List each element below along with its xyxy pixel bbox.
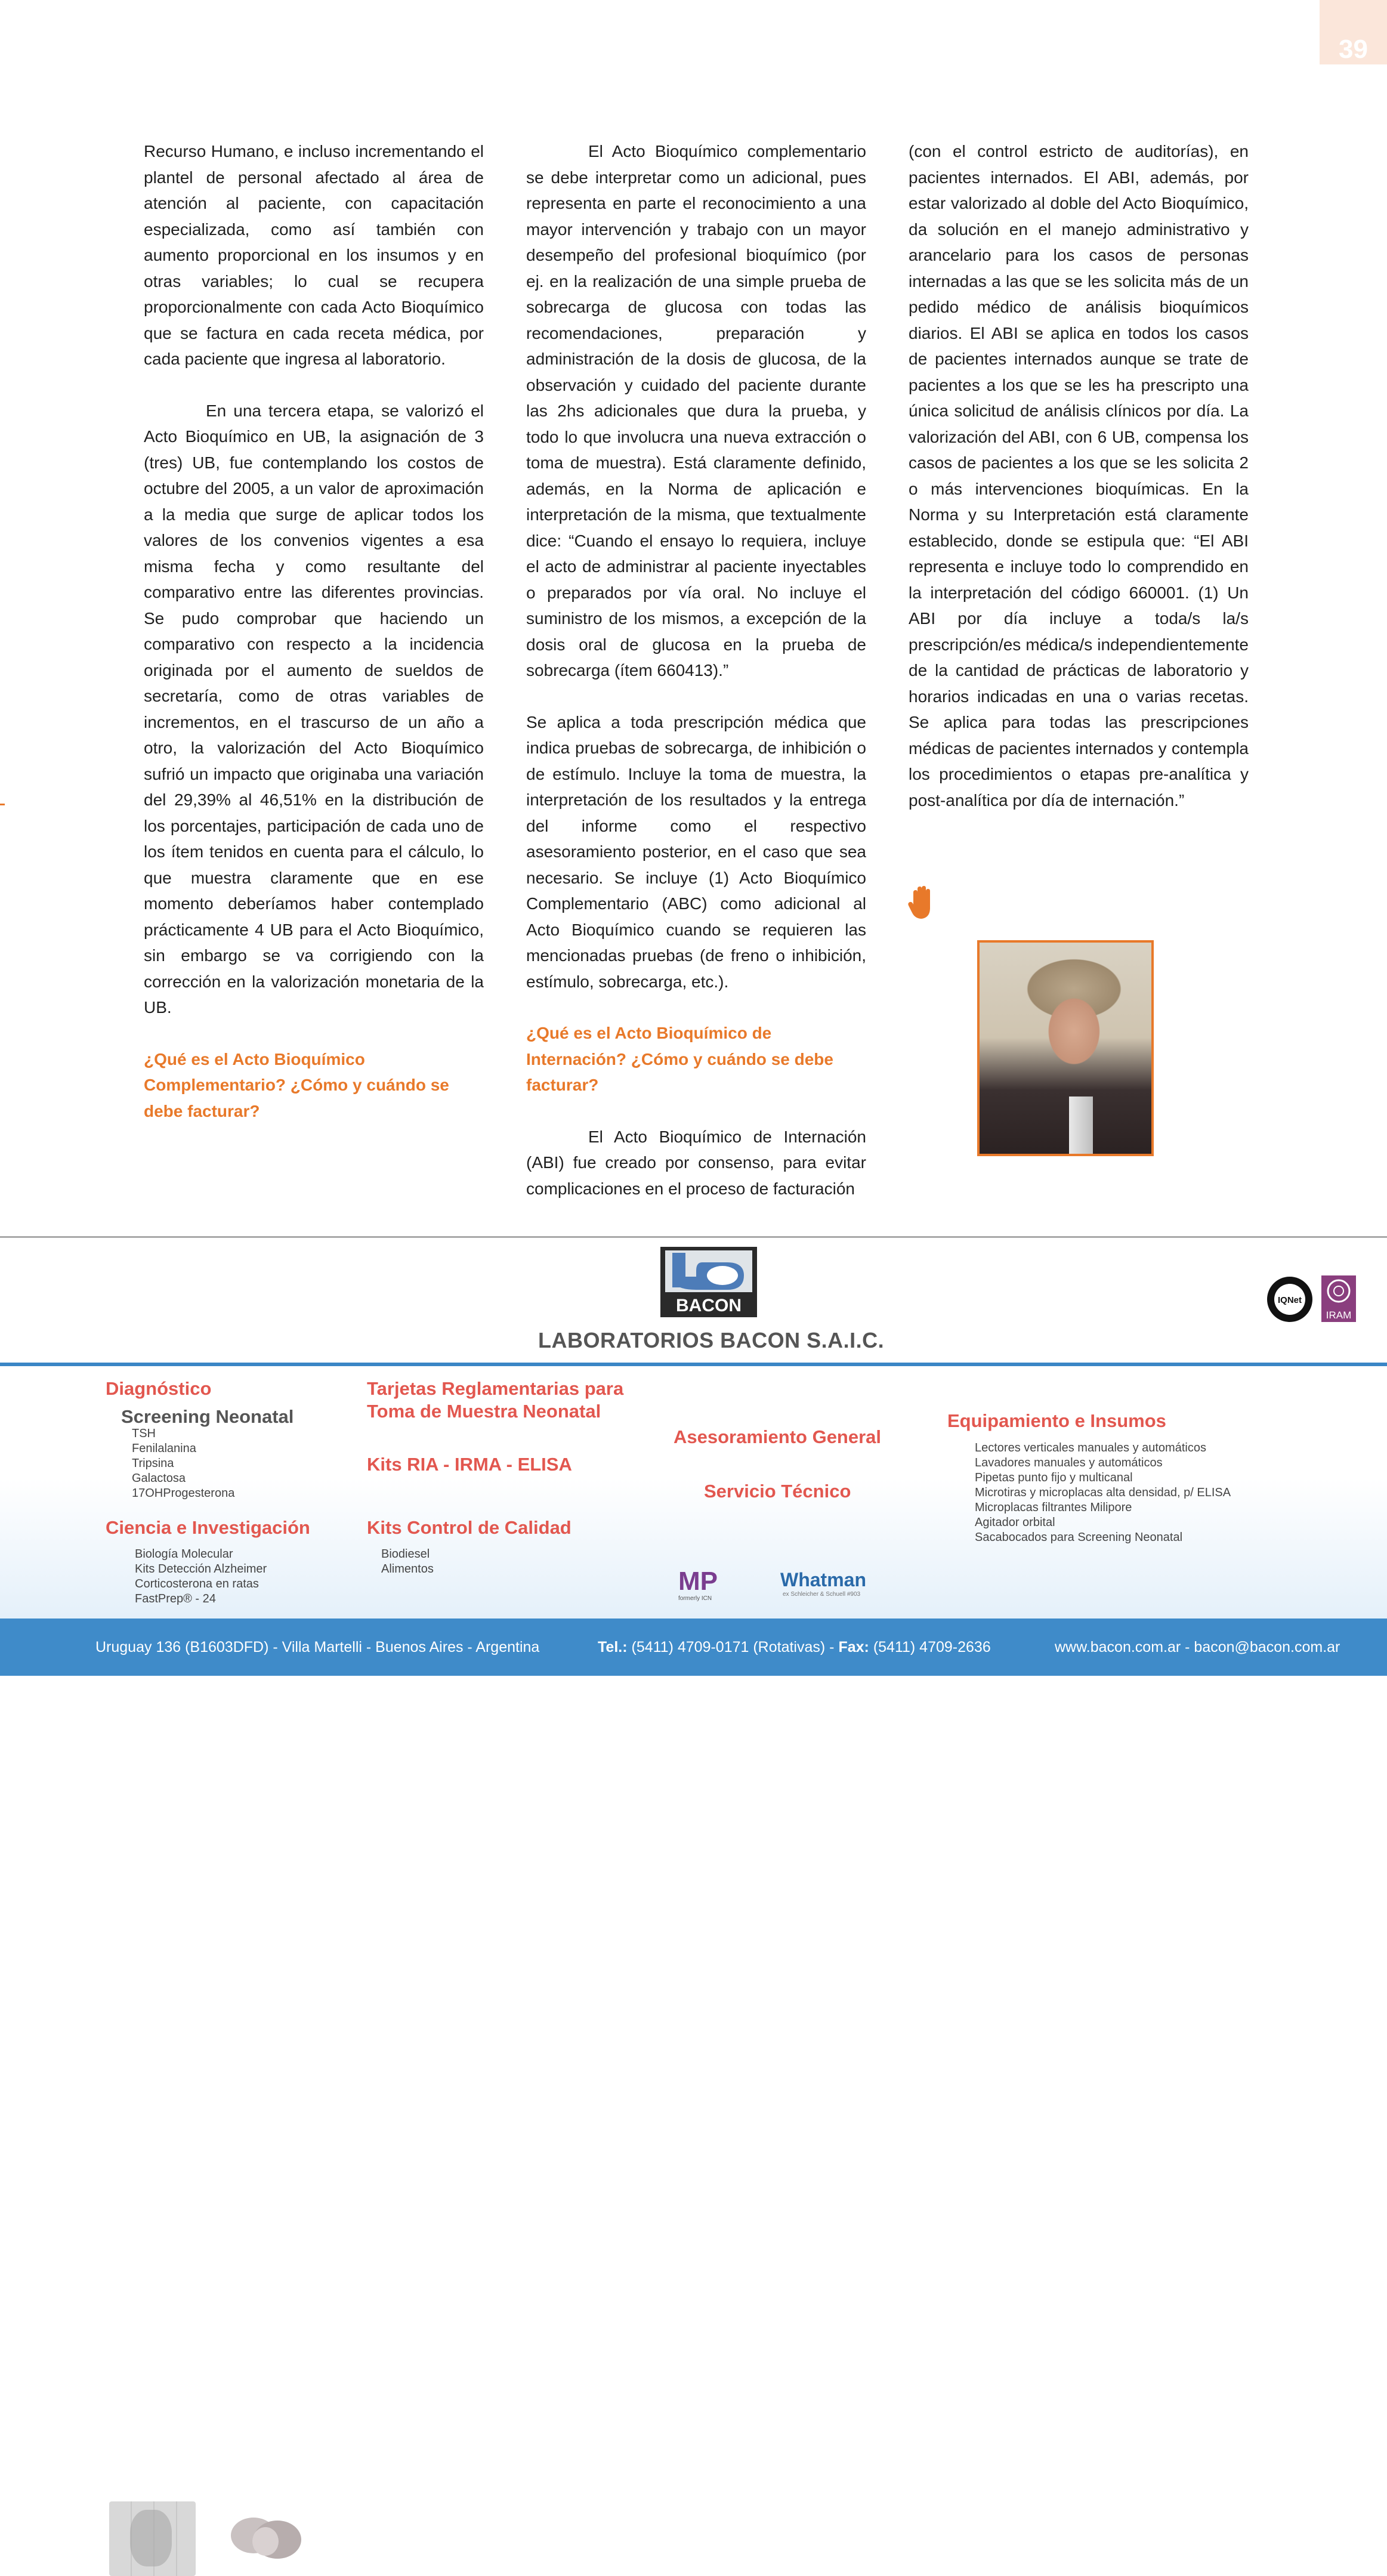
iqnet-cert-icon: [1266, 1275, 1314, 1323]
fax-label: Fax:: [838, 1639, 869, 1655]
list-item: Kits Detección Alzheimer: [135, 1562, 267, 1576]
list-item: Biología Molecular: [135, 1548, 233, 1561]
paragraph: Recurso Humano, e incluso incrementando el plantel de personal afectado al área de atención al paciente, con capacitación especializada, como así también con aumento proporcional en los insumos y en otras variables; lo cual se recupera proporcionalmente con cada Acto Bioquímico que se factura en cada receta médica, por cada paciente que ingresa al laboratorio.: [144, 142, 484, 368]
list-item: Corticosterona en ratas: [135, 1577, 259, 1590]
list-item: Fenilalanina: [132, 1442, 196, 1455]
whatman-sub: ex Schleicher & Schuell #903: [783, 1591, 861, 1598]
tel-value: (5411) 4709-0171 (Rotativas) -: [631, 1639, 835, 1655]
ciencia-heading: Ciencia e Investigación: [106, 1517, 310, 1538]
author-photo: [977, 940, 1154, 1156]
list-item: Agitador orbital: [975, 1516, 1055, 1529]
logo-text: BACON: [676, 1296, 742, 1315]
diagnostico-heading: Diagnóstico: [106, 1378, 212, 1399]
list-item: Lavadores manuales y automáticos: [975, 1456, 1163, 1469]
paragraph: Se aplica a toda prescripción médica que indica pruebas de sobrecarga, de inhibición o de estímulo. Incluye la toma de muestra, la interpretación de los resultados y la entrega del informe como el respectivo asesoramiento posterior, en el caso que sea necesario. Se incluye (1) Acto Bioquímico Complementario (ABC) como adicional al Acto Bioquímico cuando se requieren las mencionadas pruebas (de freno o inhibición, estímulo, sobrecarga, etc.).: [526, 712, 866, 991]
kits-control-heading: Kits Control de Calidad: [367, 1517, 572, 1538]
list-item: Tripsina: [132, 1457, 174, 1470]
tarjetas-heading-2: Toma de Muestra Neonatal: [367, 1401, 601, 1422]
blue-rule: [0, 1363, 1387, 1366]
tarjetas-heading-1: Tarjetas Reglamentarias para: [367, 1378, 624, 1399]
list-item: Biodiesel: [381, 1548, 430, 1561]
hand-icon: [907, 885, 936, 920]
baby-puzzle-image: [109, 2501, 196, 2576]
web-email: www.bacon.com.ar - bacon@bacon.com.ar: [1055, 1639, 1340, 1655]
article-column-2: [526, 138, 866, 1227]
photo-tie: [1069, 1097, 1093, 1154]
iram-cert-icon: [1321, 1275, 1356, 1322]
screening-heading: Screening Neonatal: [121, 1406, 294, 1427]
equipamiento-heading: Equipamiento e Insumos: [947, 1410, 1166, 1431]
list-item: Microtiras y microplacas alta densidad, p/ ELISA: [975, 1486, 1231, 1499]
equipamiento-list: [975, 1441, 1231, 1545]
margin-mark: [0, 804, 5, 805]
tel-label: Tel.:: [598, 1639, 628, 1655]
list-item: Pipetas punto fijo y multicanal: [975, 1471, 1133, 1484]
page-number: 39: [1320, 0, 1387, 64]
article-column-1: [144, 138, 484, 1150]
fax-value: (5411) 4709-2636: [873, 1639, 991, 1655]
asesoramiento-heading: Asesoramiento General: [674, 1426, 882, 1447]
paragraph: El Acto Bioquímico de Internación (ABI) fue creado por consenso, para evitar complicaciones en el proceso de facturación: [526, 1127, 866, 1198]
kits-control-list: [381, 1547, 434, 1577]
kits-ria-heading: Kits RIA - IRMA - ELISA: [367, 1454, 572, 1475]
mp-logo: [678, 1568, 726, 1605]
section-heading: ¿Qué es el Acto Bioquímico Complementario? ¿Cómo y cuándo se debe facturar?: [144, 1049, 449, 1120]
article-column-3: [909, 138, 1249, 839]
servicio-heading: Servicio Técnico: [704, 1481, 851, 1502]
list-item: Lectores verticales manuales y automáticos: [975, 1441, 1206, 1454]
mp-logo-sub: formerly ICN: [678, 1595, 712, 1602]
address: Uruguay 136 (B1603DFD) - Villa Martelli - Buenos Aires - Argentina: [95, 1639, 540, 1655]
mp-logo-text: MP: [678, 1567, 718, 1596]
bacon-logo: [660, 1247, 757, 1317]
footer-bar: [0, 1619, 1387, 1676]
list-item: Microplacas filtrantes Milipore: [975, 1501, 1132, 1514]
company-name: LABORATORIOS BACON S.A.I.C.: [538, 1328, 885, 1352]
paragraph: En una tercera etapa, se valorizó el Acto Bioquímico en UB, la asignación de 3 (tres) UB, fue contemplando los costos de octubre del 2005, a un valor de aproximación a la media que surge de aplicar todos los valores de los convenios vigentes a esa misma fecha y como resultante del comparativo entre las diferentes provincias. Se pudo comprobar que haciendo un comparativo con respecto a la incidencia originada por el aumento de sueldos de secretaría, como de otras variables de incrementos, en el trascurso de un año a otro, la valorización del Acto Bioquímico sufrió un impacto que originaba una variación del 29,39% al 46,51% en la distribución de los porcentajes, participación de cada uno de los ítem tenidos en cuenta para el cálculo, lo que muestra claramente que en ese momento deberíamos haber contemplado prácticamente 4 UB para el Acto Bioquímico, sin embargo se va corrigiendo con la corrección en la valorización monetaria de la UB.: [144, 401, 484, 1017]
list-item: FastPrep® - 24: [135, 1592, 216, 1605]
cert-label: IQNet: [1277, 1295, 1302, 1305]
section-heading: ¿Qué es el Acto Bioquímico de Internación? ¿Cómo y cuándo se debe facturar?: [526, 1024, 833, 1094]
phone-fax: [598, 1639, 991, 1656]
list-item: 17OHProgesterona: [132, 1487, 235, 1500]
list-item: Alimentos: [381, 1562, 434, 1576]
paragraph: El Acto Bioquímico complementario se debe interpretar como un adicional, pues representa en parte el reconocimiento a una mayor intervención y trabajo con un mayor desempeño del profesional bioquímico (por ej. en la realización de una simple prueba de sobrecarga de glucosa con todas las recomendaciones, preparación y administración de la dosis de glucosa, de la observación y cuidado del paciente durante las 2hs adicionales que dura la prueba, y todo lo que involucra una nueva extracción o toma de muestra). Está claramente definido, además, en la Norma de aplicación e interpretación de la misma, que textualmente dice: “Cuando el ensayo lo requiera, incluye el acto de administrar al paciente inyectables o preparados por vía oral. No incluye el suministro de los mismos, a excepción de la dosis oral de glucosa en la prueba de sobrecarga (ítem 660413).”: [526, 142, 866, 679]
list-item: Galactosa: [132, 1472, 186, 1485]
list-item: Sacabocados para Screening Neonatal: [975, 1531, 1183, 1544]
whatman-logo: Whatman: [780, 1569, 866, 1590]
cert-label: IRAM: [1326, 1309, 1352, 1321]
ciencia-list: [135, 1547, 267, 1607]
paragraph: (con el control estricto de auditorías), en pacientes internados. El ABI, además, por estar valorizado al doble del Acto Bioquímico, da solución en el manejo administrativo y arancelario para los casos de personas internadas a las que se les solicita más de un pedido médico de análisis bioquímicos diarios. El ABI se aplica en todos los casos de pacientes internados aunque se trate de pacientes a los que se les ha prescripto una única solicitud de análisis clínicos por día. La valorización del ABI, con 6 UB, compensa los casos de pacientes a los que se les solicita 2 o más intervenciones bioquímicas. En la Norma y su Interpretación está claramente establecido, donde se estipula que: “El ABI representa e incluye todo lo comprendido en la interpretación del código 660001. (1) Un ABI por día incluye a toda/s la/s prescripción/es médica/s independientemente de la cantidad de prácticas de laboratorio y horarios indicadas en una o varias recetas. Se aplica para todas las prescripciones médicas de pacientes internados y contempla los procedimientos o etapas pre-analítica y post-analítica por día de internación.”: [909, 142, 1249, 810]
baby-feet-image: [221, 2509, 310, 2568]
screening-list: [132, 1426, 234, 1501]
advertisement: [0, 1238, 1387, 1676]
list-item: TSH: [132, 1427, 156, 1440]
